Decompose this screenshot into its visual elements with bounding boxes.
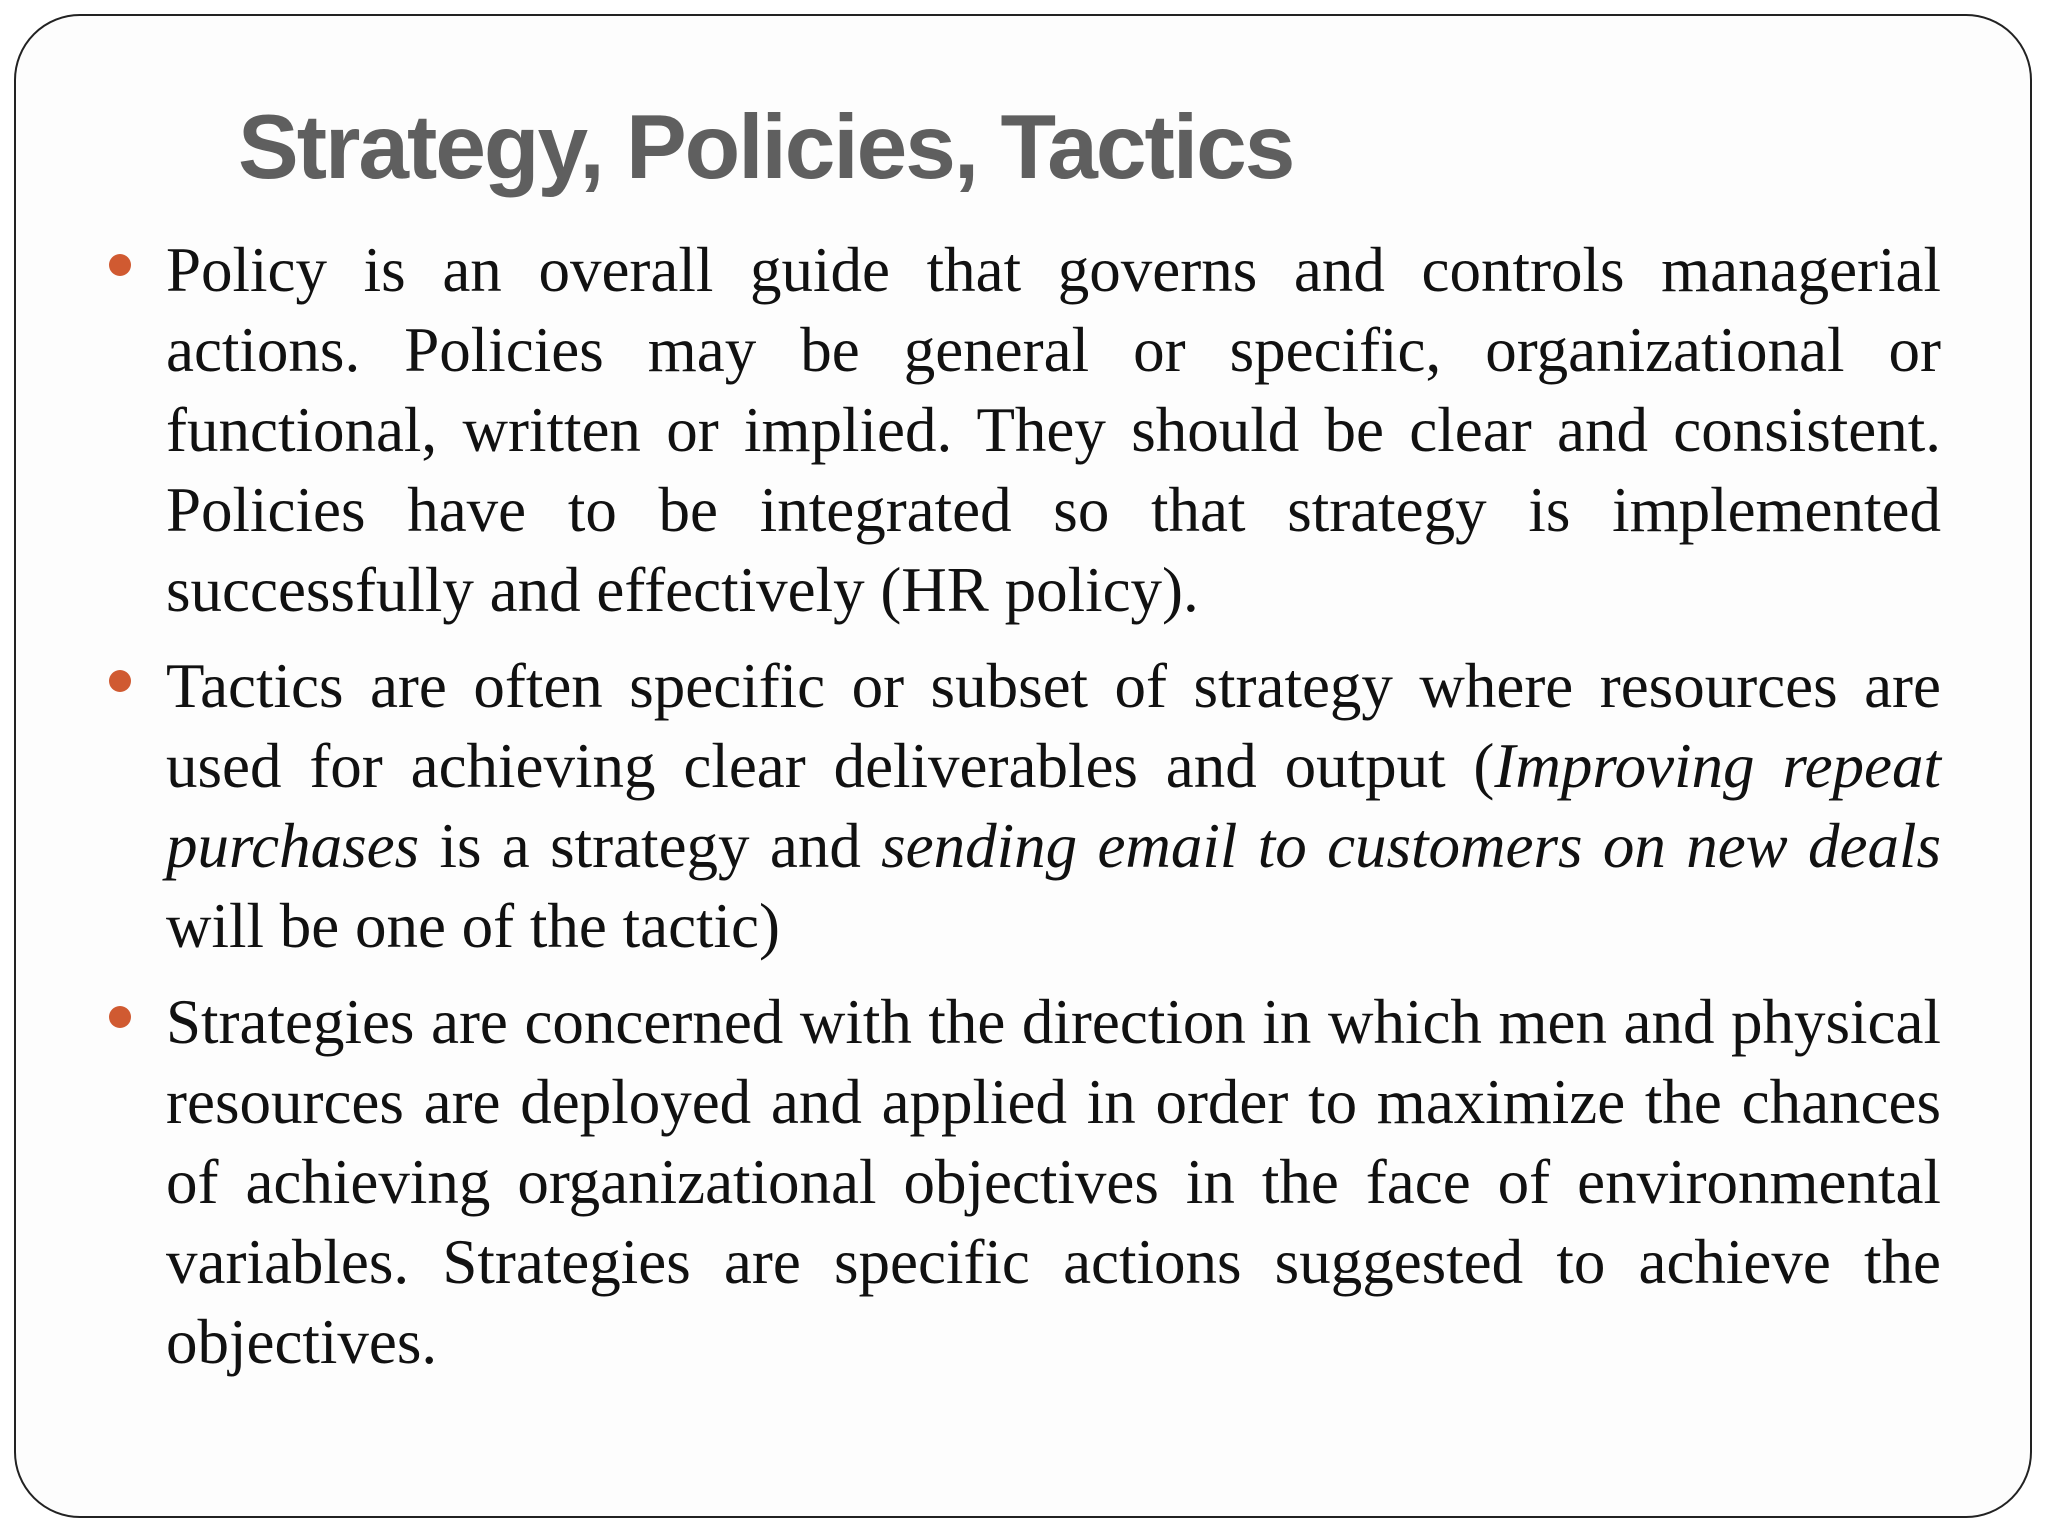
bullet-item-tactics [166, 646, 1941, 966]
bullet-text-segment: is a strategy and [419, 811, 882, 881]
bullet-text-italic-segment: sending email to customers on new deals [881, 811, 1941, 881]
bullet-text-segment: will be one of the tactic) [166, 891, 781, 961]
bullet-text-italic-segment: Improving repeat purchases [166, 731, 1941, 881]
bullet-item-strategies [166, 982, 1941, 1382]
bullet-list [166, 230, 1941, 1398]
bullet-dot-icon [109, 670, 131, 692]
bullet-dot-icon [109, 254, 131, 276]
slide-frame [14, 14, 2032, 1518]
bullet-text: Policy is an overall guide that governs and controls managerial actions. Policies may be general or specific, organizational or functional, written or implied. They should be clear and consistent. Policies have to be integrated so that strategy is implemented successfully and effectively (HR policy). [166, 235, 1941, 625]
bullet-item-policy [166, 230, 1941, 630]
bullet-text-segment: Tactics are often specific or subset of strategy where resources are used for achieving clear deliverables and output ( [166, 651, 1941, 801]
bullet-text: Strategies are concerned with the direction in which men and physical resources are deployed and applied in order to maximize the chances of achieving organizational objectives in the face of environmental variables. Strategies are specific actions suggested to achieve the objectives. [166, 987, 1941, 1377]
bullet-text [166, 646, 1941, 966]
bullet-dot-icon [109, 1006, 131, 1028]
slide-title: Strategy, Policies, Tactics [238, 97, 1294, 198]
